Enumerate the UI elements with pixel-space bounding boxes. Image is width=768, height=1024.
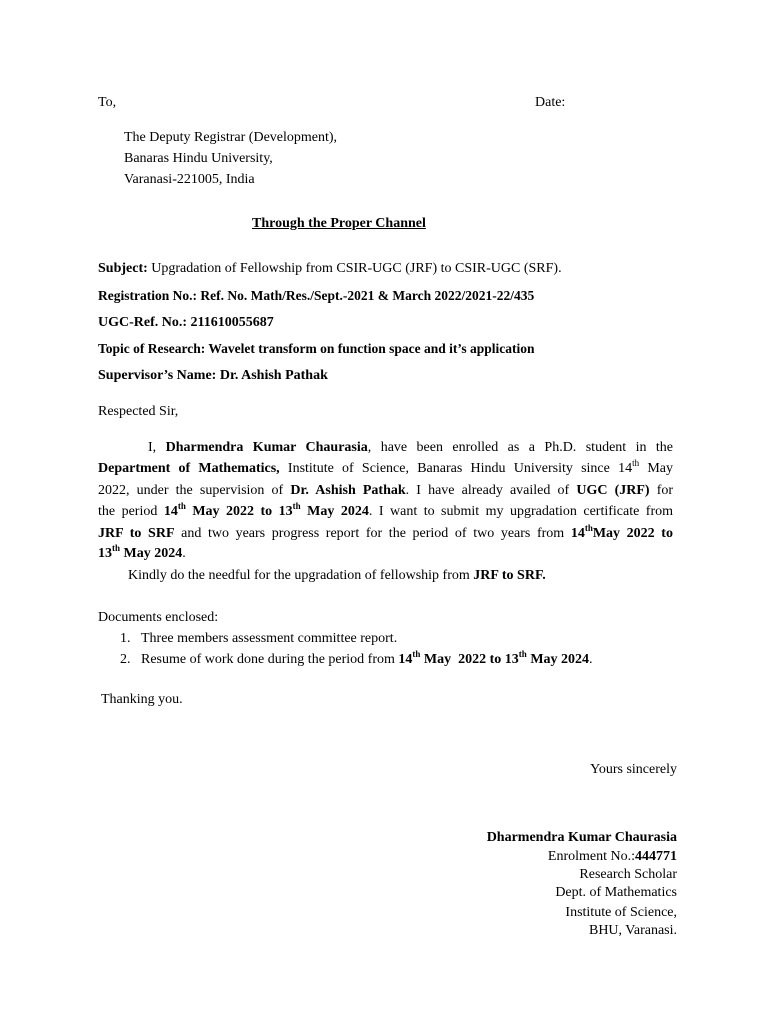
topic-label: Topic of Research: <box>98 341 206 356</box>
addressee-line-1: The Deputy Registrar (Development), <box>124 130 338 145</box>
ugc-ref-value: 211610055687 <box>190 315 274 330</box>
signature-role: Research Scholar <box>579 867 677 882</box>
thanking-you: Thanking you. <box>101 692 183 707</box>
salutation: Respected Sir, <box>98 404 179 419</box>
signature-place: BHU, Varanasi. <box>588 923 677 938</box>
signature-institute: Institute of Science, <box>565 905 677 920</box>
body-line-1: I, Dharmendra Kumar Chaurasia, have been enrolled as a Ph.D. student in the <box>148 440 674 455</box>
date-label: Date: <box>535 95 566 110</box>
body-line-6: 13th May 2024. <box>98 543 186 561</box>
body-line-3: 2022, under the supervision of Dr. Ashish Pathak. I have already availed of UGC (JRF) for <box>98 483 674 498</box>
documents-label: Documents enclosed: <box>98 610 219 625</box>
subject-value: Upgradation of Fellowship from CSIR-UGC (JRF) to CSIR-UGC (SRF). <box>151 261 562 276</box>
registration-value: Ref. No. Math/Res./Sept.-2021 & March 2022/2021-22/435 <box>200 288 535 303</box>
supervisor-line <box>98 367 328 385</box>
ugc-ref-label: UGC-Ref. No.: <box>98 315 188 330</box>
registration-line <box>98 287 534 305</box>
supervisor-label: Supervisor’s Name: <box>98 368 217 383</box>
body-line-2: Department of Mathematics, Institute of Science, Banaras Hindu University since 14th May <box>98 458 673 476</box>
yours-sincerely: Yours sincerely <box>590 762 677 777</box>
addressee-line-3: Varanasi-221005, India <box>124 172 255 187</box>
proper-channel-heading: Through the Proper Channel <box>252 216 426 231</box>
ugc-ref-line <box>98 314 274 332</box>
body-line-4: the period 14th May 2022 to 13th May 2024. I want to submit my upgradation certificate from <box>98 501 674 519</box>
to-label: To, <box>98 95 117 110</box>
subject-line <box>98 260 562 278</box>
kindly-line: Kindly do the needful for the upgradation of fellowship from JRF to SRF. <box>128 568 546 583</box>
document-item-2: 2. Resume of work done during the period from 14th May 2022 to 13th May 2024. <box>120 649 593 667</box>
topic-line <box>98 340 535 358</box>
supervisor-value: Dr. Ashish Pathak <box>219 368 328 383</box>
body-line-5: JRF to SRF and two years progress report for the period of two years from 14thMay 2022 to <box>98 523 673 541</box>
signature-dept: Dept. of Mathematics <box>555 885 677 900</box>
enrolment-line: Enrolment No.:444771 <box>547 849 677 864</box>
subject-label: Subject: <box>98 261 148 276</box>
document-item-1: 1. Three members assessment committee report. <box>120 631 398 646</box>
addressee-line-2: Banaras Hindu University, <box>124 151 273 166</box>
registration-label: Registration No.: <box>98 288 197 303</box>
signature-name: Dharmendra Kumar Chaurasia <box>486 830 677 845</box>
topic-value: Wavelet transform on function space and it’s application <box>208 341 535 356</box>
